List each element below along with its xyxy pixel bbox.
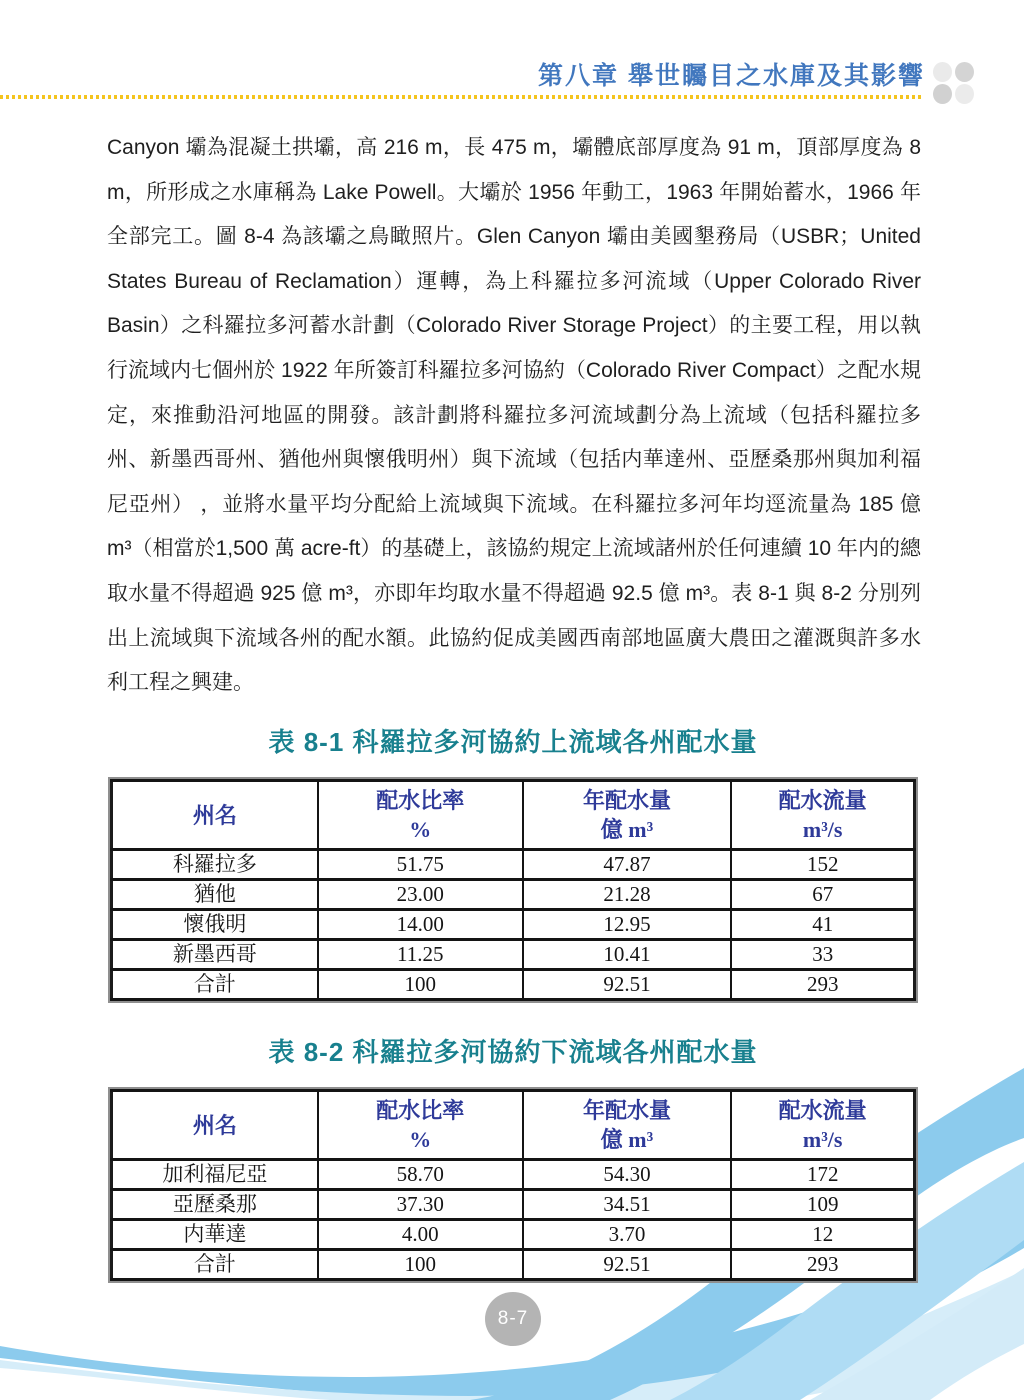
corner-dots-icon [933,62,974,103]
table-cell: 14.00 [318,910,523,940]
column-header-state [112,1091,318,1160]
table-header-row [112,1091,915,1160]
column-header-label: 配水流量 [778,1098,867,1123]
table-cell: 172 [731,1160,914,1190]
table-row [112,910,915,940]
table-cell: 51.75 [318,850,523,880]
table-8-2 [110,1089,916,1281]
page-number-badge [485,1292,541,1346]
table-cell: 41 [731,910,914,940]
table-row [112,940,915,970]
table-cell: 亞歷桑那 [112,1190,318,1220]
table-cell: 54.30 [523,1160,732,1190]
table-cell: 109 [731,1190,914,1220]
table-cell: 67 [731,880,914,910]
column-header-ratio [318,1091,523,1160]
column-header-label: 配水比率 [376,1098,465,1123]
yellow-dotted-rule [0,95,922,99]
dot-decoration [955,62,974,82]
column-header-label: 配水比率 [376,788,465,813]
column-header-label: 年配水量 [582,1098,671,1123]
body-paragraph: Canyon 壩為混凝土拱壩，高 216 m，長 475 m，壩體底部厚度為 91 m，頂部厚度為 8 m，所形成之水庫稱為 Lake Powell。大壩於 1956 年動工，1963 年開始蓄水，1966 年全部完工。圖 8-4 為該壩之鳥瞰照片。Glen Canyon 壩由美國墾務局（USBR；United States Bureau of Reclamation）運轉，為上科羅拉多河流域（Upper Colorado River Basin）之科羅拉多河蓄水計劃（Colorado River Storage Project）的主要工程，用以執行流域内七個州於 1922 年所簽訂科羅拉多河協約（Colorado River Compact）之配水規定，來推動沿河地區的開發。該計劃將科羅拉多河流域劃分為上流域（包括科羅拉多州、新墨西哥州、猶他州與懷俄明州）與下流域（包括内華達州、亞歷桑那州與加利福尼亞州） ，並將水量平均分配給上流域與下流域。在科羅拉多河年均逕流量為 185 億 m³（相當於1,500 萬 acre-ft）的基礎上，該協約規定上流域諸州於任何連續 10 年内的總取水量不得超過 925 億 m³，亦即年均取水量不得超過 92.5 億 m³。表 8-1 與 8-2 分別列出上流域與下流域各州的配水額。此協約促成美國西南部地區廣大農田之灌溉與許多水利工程之興建。 [107,136,921,695]
table-cell: 合計 [112,970,318,1000]
table-cell: 猶他 [112,880,318,910]
table-8-2-title: 表 8-2 科羅拉多河協約下流域各州配水量 [268,1037,758,1067]
column-header-flow [731,1091,914,1160]
table-row [112,850,915,880]
table-8-1 [110,779,916,1001]
table-row [112,880,915,910]
table-row [112,1220,915,1250]
table-cell: 33 [731,940,914,970]
column-header-label: 配水流量 [778,788,867,813]
column-header-label: 州名 [192,1112,237,1138]
table-total-row [112,1250,915,1280]
table-cell: 23.00 [318,880,523,910]
column-header-ratio [318,781,523,850]
column-header-unit: m³/s [802,1127,843,1152]
table-row [112,1190,915,1220]
table-8-1-title: 表 8-1 科羅拉多河協約上流域各州配水量 [268,727,758,757]
table-cell: 47.87 [523,850,732,880]
table-cell: 懷俄明 [112,910,318,940]
column-header-unit: 億 m³ [600,1127,654,1152]
column-header-annual-volume [523,1091,732,1160]
table-cell: 92.51 [523,1250,732,1280]
table-cell: 11.25 [318,940,523,970]
table-cell: 100 [318,970,523,1000]
page-number: 8-7 [497,1308,529,1329]
chapter-title: 第八章 舉世矚目之水庫及其影響 [538,62,925,90]
column-header-unit: m³/s [802,817,843,842]
table-cell: 10.41 [523,940,732,970]
dot-decoration [933,84,952,104]
table-cell: 34.51 [523,1190,732,1220]
table-cell: 12.95 [523,910,732,940]
table-header-row [112,781,915,850]
table-cell: 37.30 [318,1190,523,1220]
column-header-label: 州名 [192,802,237,828]
column-header-state [112,781,318,850]
table-cell: 92.51 [523,970,732,1000]
table-cell: 3.70 [523,1220,732,1250]
table-cell: 12 [731,1220,914,1250]
table-cell: 科羅拉多 [112,850,318,880]
column-header-unit: % [409,817,432,842]
dot-decoration [933,62,952,82]
table-cell: 293 [731,970,914,1000]
table-cell: 100 [318,1250,523,1280]
table-cell: 新墨西哥 [112,940,318,970]
table-cell: 4.00 [318,1220,523,1250]
table-cell: 21.28 [523,880,732,910]
column-header-annual-volume [523,781,732,850]
table-total-row [112,970,915,1000]
table-cell: 内華達 [112,1220,318,1250]
column-header-flow [731,781,914,850]
table-cell: 加利福尼亞 [112,1160,318,1190]
table-cell: 58.70 [318,1160,523,1190]
table-row [112,1160,915,1190]
table-cell: 合計 [112,1250,318,1280]
column-header-label: 年配水量 [582,788,671,813]
column-header-unit: 億 m³ [600,817,654,842]
dot-decoration [955,84,974,104]
column-header-unit: % [409,1127,432,1152]
table-cell: 293 [731,1250,914,1280]
table-cell: 152 [731,850,914,880]
